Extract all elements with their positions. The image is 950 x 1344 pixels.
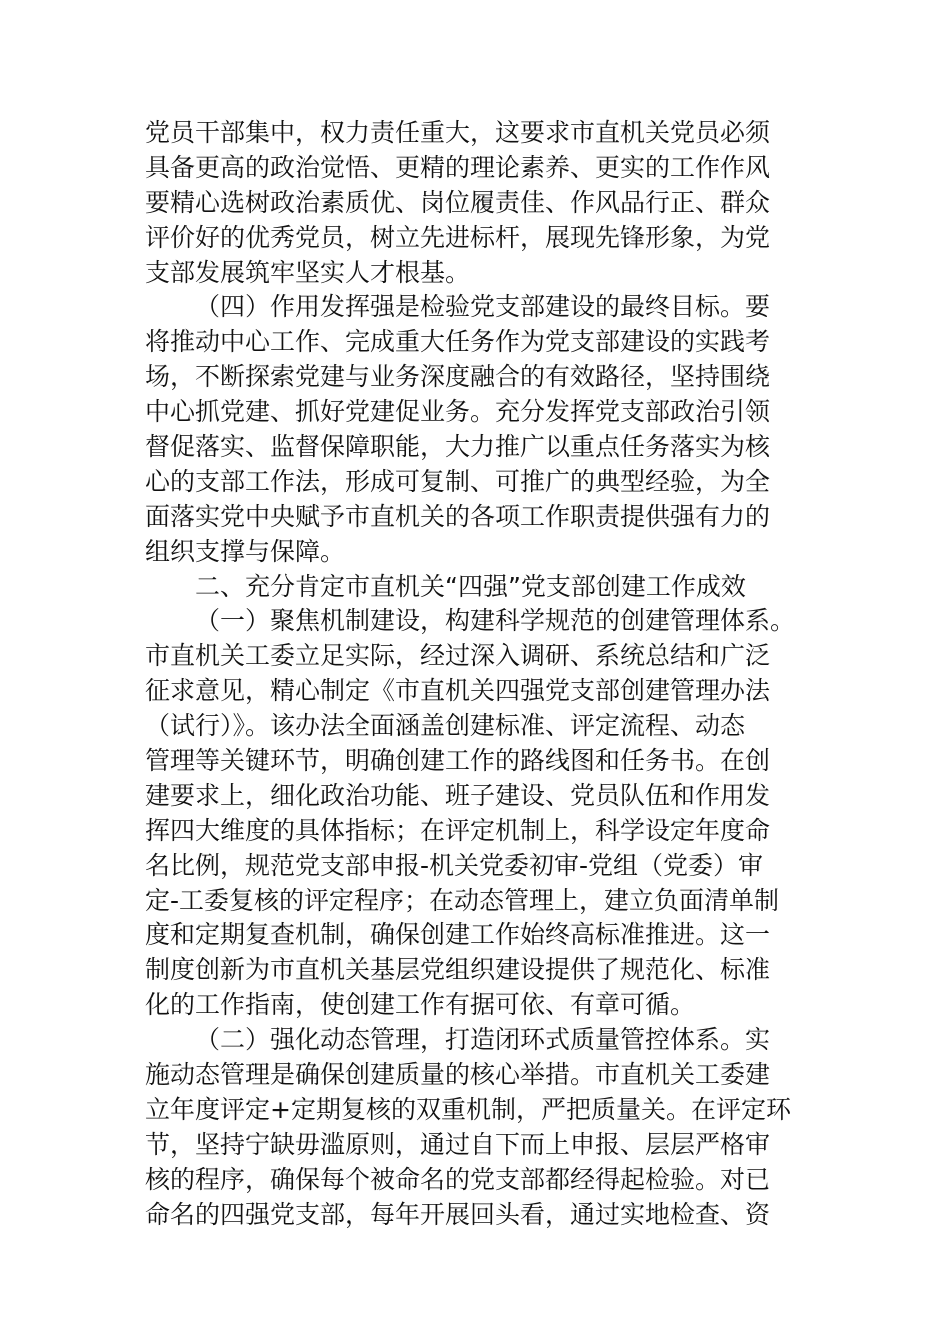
text-line: 督促落实、监督保障职能，大力推广以重点任务落实为核	[145, 432, 771, 462]
text-line: （四）作用发挥强是检验党支部建设的最终目标。要	[195, 292, 771, 322]
text-line: 挥四大维度的具体指标；在评定机制上，科学设定年度命	[145, 815, 771, 845]
text-line: 名比例，规范党支部申报-机关党委初审-党组（党委）审	[145, 850, 764, 880]
text-line: 中心抓党建、抓好党建促业务。充分发挥党支部政治引领	[145, 397, 771, 427]
text-line: 节，坚持宁缺毋滥原则，通过自下而上申报、层层严格审	[145, 1129, 771, 1159]
text-line: 立年度评定+定期复核的双重机制，严把质量关。在评定环	[145, 1094, 791, 1124]
text-line: 面落实党中央赋予市直机关的各项工作职责提供强有力的	[145, 501, 771, 531]
text-line: （二）强化动态管理，打造闭环式质量管控体系。实	[195, 1025, 771, 1055]
text-line: 制度创新为市直机关基层党组织建设提供了规范化、标准	[145, 955, 771, 985]
text-line: （试行）》。该办法全面涵盖创建标准、评定流程、动态	[145, 711, 746, 741]
document-body	[145, 116, 865, 1233]
text-line: 建要求上，细化政治功能、班子建设、党员队伍和作用发	[145, 780, 771, 810]
text-line: 定-工委复核的评定程序；在动态管理上，建立负面清单制	[145, 885, 780, 915]
text-line: 场，不断探索党建与业务深度融合的有效路径，坚持围绕	[145, 362, 771, 392]
text-line: （一）聚焦机制建设，构建科学规范的创建管理体系。	[195, 606, 796, 636]
text-line: 支部发展筑牢坚实人才根基。	[145, 257, 471, 287]
text-line: 征求意见，精心制定《市直机关四强党支部创建管理办法	[145, 676, 771, 706]
text-line: 心的支部工作法，形成可复制、可推广的典型经验，为全	[145, 466, 771, 496]
text-line: 施动态管理是确保创建质量的核心举措。市直机关工委建	[145, 1060, 771, 1090]
text-line: 市直机关工委立足实际，经过深入调研、系统总结和广泛	[145, 641, 771, 671]
text-line: 党员干部集中，权力责任重大，这要求市直机关党员必须	[145, 118, 771, 147]
text-line: 评价好的优秀党员，树立先进标杆，展现先锋形象，为党	[145, 222, 771, 252]
text-line: 组织支撑与保障。	[145, 536, 346, 566]
text-line: 具备更高的政治觉悟、更精的理论素养、更实的工作作风	[145, 152, 771, 182]
text-line: 命名的四强党支部，每年开展回头看，通过实地检查、资	[145, 1199, 771, 1229]
text-line: 核的程序，确保每个被命名的党支部都经得起检验。对已	[145, 1164, 771, 1194]
text-line: 要精心选树政治素质优、岗位履责佳、作风品行正、群众	[145, 187, 771, 217]
text-line: 二、充分肯定市直机关“四强”党支部创建工作成效	[195, 571, 746, 601]
text-line: 将推动中心工作、完成重大任务作为党支部建设的实践考	[145, 327, 771, 357]
text-line: 化的工作指南，使创建工作有据可依、有章可循。	[145, 990, 696, 1020]
text-line: 度和定期复查机制，确保创建工作始终高标准推进。这一	[145, 920, 771, 950]
text-line: 管理等关键环节，明确创建工作的路线图和任务书。在创	[145, 746, 771, 776]
